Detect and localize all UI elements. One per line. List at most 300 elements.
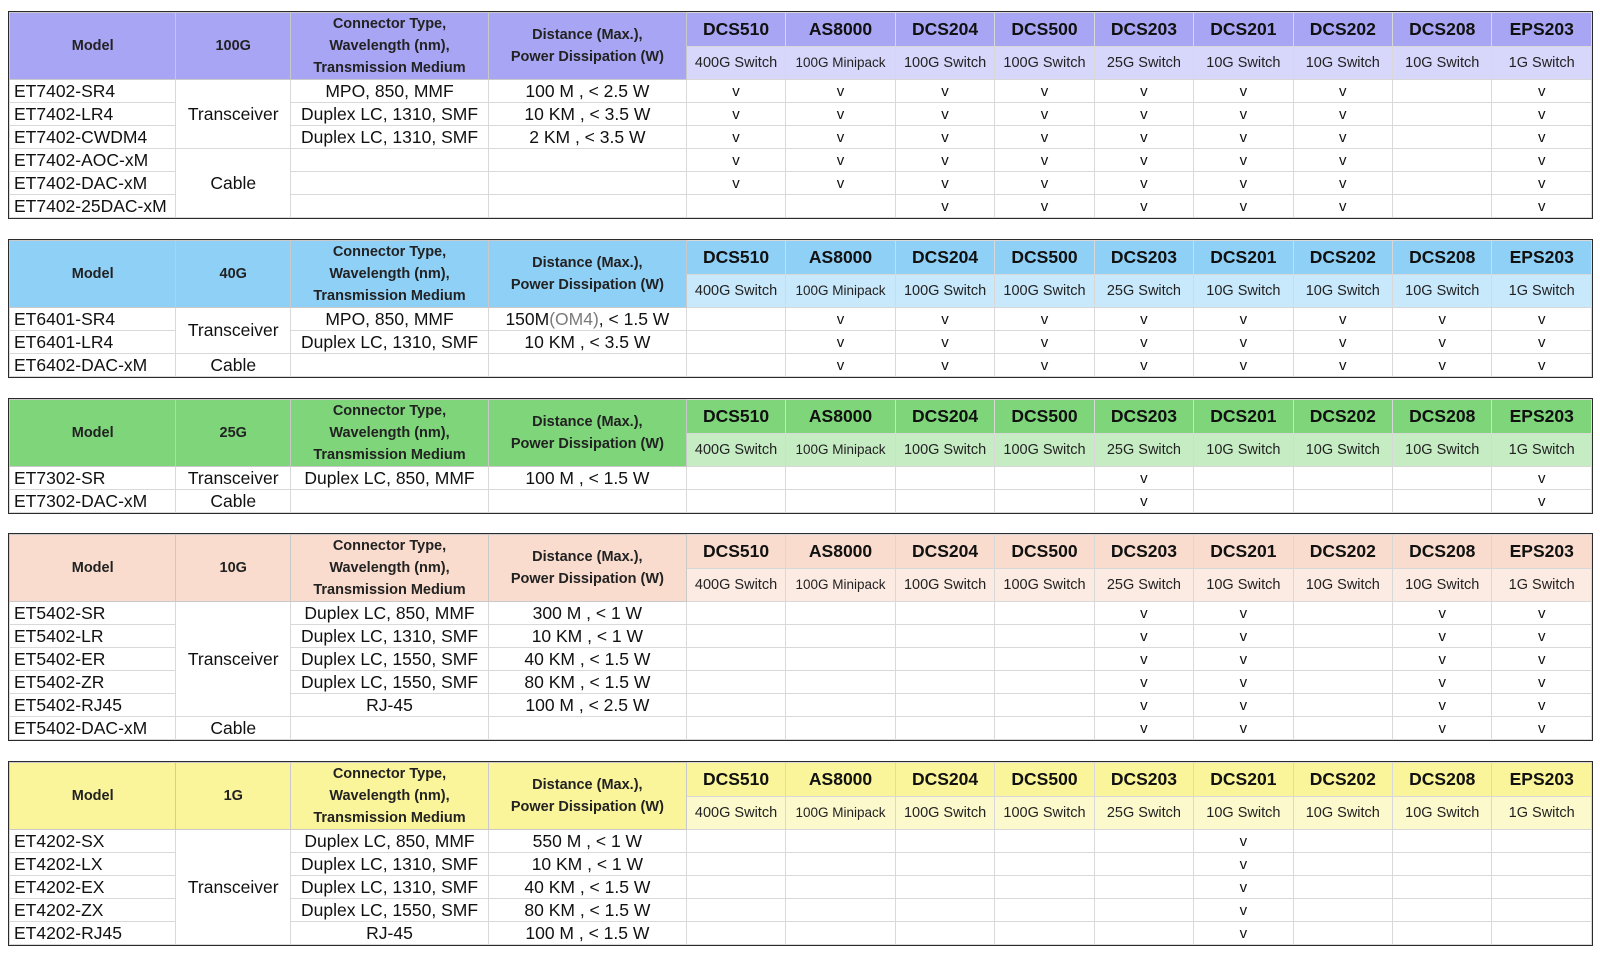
product-as8000: AS8000 [786, 400, 896, 434]
compat-mark [686, 467, 785, 490]
product-dcs510: DCS510 [686, 535, 785, 569]
compat-mark: v [995, 195, 1094, 218]
compat-mark: v [1094, 80, 1193, 103]
table-row [10, 467, 1592, 490]
compat-mark: v [895, 331, 994, 354]
model-cell: ET6401-LR4 [10, 331, 176, 354]
compat-mark: v [1094, 625, 1193, 648]
connector-cell: MPO, 850, MMF [291, 80, 489, 103]
compat-mark: v [1492, 172, 1592, 195]
model-cell: ET4202-RJ45 [10, 922, 176, 945]
product-dcs202: DCS202 [1293, 535, 1392, 569]
compat-mark [1293, 625, 1392, 648]
compat-mark: v [1094, 648, 1193, 671]
connector-header: Connector Type, Wavelength (nm), Transmission Medium [291, 13, 489, 80]
product-type: 1G Switch [1492, 796, 1592, 830]
product-type: 400G Switch [686, 796, 785, 830]
distance-cell: 100 M , < 1.5 W [488, 922, 686, 945]
compat-mark [895, 899, 994, 922]
compat-mark [686, 899, 785, 922]
compat-mark [686, 876, 785, 899]
compat-mark: v [786, 80, 896, 103]
compat-mark [686, 830, 785, 853]
connector-cell [291, 354, 489, 377]
compat-mark: v [1492, 694, 1592, 717]
product-dcs201: DCS201 [1194, 535, 1293, 569]
compat-mark [1492, 922, 1592, 945]
compat-mark [786, 922, 896, 945]
product-dcs510: DCS510 [686, 400, 785, 434]
model-cell: ET4202-LX [10, 853, 176, 876]
product-type: 10G Switch [1393, 433, 1492, 467]
model-cell: ET7302-DAC-xM [10, 490, 176, 513]
compat-mark [1393, 876, 1492, 899]
product-eps203: EPS203 [1492, 241, 1592, 275]
compat-mark: v [895, 80, 994, 103]
compat-mark [1492, 830, 1592, 853]
compat-mark: v [895, 195, 994, 218]
product-type: 10G Switch [1293, 46, 1392, 80]
compat-mark: v [786, 172, 896, 195]
distance-cell: 10 KM , < 1 W [488, 625, 686, 648]
compat-mark: v [995, 80, 1094, 103]
product-type: 400G Switch [686, 433, 785, 467]
compat-mark: v [1393, 331, 1492, 354]
section-25g [8, 398, 1593, 514]
compat-mark [995, 602, 1094, 625]
model-cell: ET7402-DAC-xM [10, 172, 176, 195]
compat-mark: v [1094, 103, 1193, 126]
product-dcs201: DCS201 [1194, 763, 1293, 797]
compat-mark: v [1194, 694, 1293, 717]
product-dcs203: DCS203 [1094, 400, 1193, 434]
compat-mark [995, 467, 1094, 490]
compat-mark: v [995, 126, 1094, 149]
compat-mark [995, 717, 1094, 740]
compat-mark: v [1393, 717, 1492, 740]
table-row [10, 490, 1592, 513]
compat-mark [895, 625, 994, 648]
compat-mark [786, 625, 896, 648]
product-type: 10G Switch [1194, 568, 1293, 602]
model-cell: ET7402-LR4 [10, 103, 176, 126]
connector-cell: Duplex LC, 1310, SMF [291, 853, 489, 876]
table-row [10, 717, 1592, 740]
compat-mark: v [1094, 717, 1193, 740]
product-dcs202: DCS202 [1293, 13, 1392, 47]
compat-mark [1492, 876, 1592, 899]
product-type: 10G Switch [1293, 274, 1392, 308]
product-dcs204: DCS204 [895, 535, 994, 569]
distance-header: Distance (Max.), Power Dissipation (W) [488, 241, 686, 308]
compat-mark: v [1194, 308, 1293, 331]
compat-mark [686, 648, 785, 671]
distance-cell [488, 490, 686, 513]
compat-table [9, 399, 1592, 513]
compat-mark: v [895, 172, 994, 195]
compat-mark: v [1094, 195, 1193, 218]
product-eps203: EPS203 [1492, 13, 1592, 47]
compat-mark [686, 717, 785, 740]
compat-mark [1293, 467, 1392, 490]
speed-header: 100G [176, 13, 291, 80]
compat-mark: v [1194, 149, 1293, 172]
model-header: Model [10, 535, 176, 602]
compat-mark: v [686, 103, 785, 126]
connector-cell: RJ-45 [291, 922, 489, 945]
product-type: 25G Switch [1094, 274, 1193, 308]
product-type: 10G Switch [1194, 796, 1293, 830]
compat-mark [686, 602, 785, 625]
fiber-grade-note: (OM4) [549, 308, 599, 329]
type-cell: Transceiver [176, 830, 291, 945]
product-dcs208: DCS208 [1393, 13, 1492, 47]
product-type: 100G Minipack [786, 274, 896, 308]
model-cell: ET4202-EX [10, 876, 176, 899]
distance-cell: 100 M , < 1.5 W [488, 467, 686, 490]
product-eps203: EPS203 [1492, 400, 1592, 434]
compat-mark: v [1393, 671, 1492, 694]
model-cell: ET4202-ZX [10, 899, 176, 922]
product-type: 25G Switch [1094, 46, 1193, 80]
compat-mark [1393, 126, 1492, 149]
compat-mark [1094, 922, 1193, 945]
compat-mark [1393, 922, 1492, 945]
compat-table [9, 762, 1592, 945]
compat-mark [895, 490, 994, 513]
table-row [10, 830, 1592, 853]
connector-cell [291, 172, 489, 195]
table-row [10, 80, 1592, 103]
product-type: 10G Switch [1194, 46, 1293, 80]
section-40g [8, 239, 1593, 378]
compat-mark: v [895, 354, 994, 377]
distance-cell: 10 KM , < 1 W [488, 853, 686, 876]
product-dcs500: DCS500 [995, 13, 1094, 47]
product-eps203: EPS203 [1492, 535, 1592, 569]
compat-mark: v [1094, 331, 1193, 354]
product-as8000: AS8000 [786, 763, 896, 797]
compat-mark [686, 308, 785, 331]
compat-mark [995, 625, 1094, 648]
product-type: 100G Switch [895, 433, 994, 467]
section-10g [8, 533, 1593, 741]
product-type: 100G Minipack [786, 433, 896, 467]
product-dcs202: DCS202 [1293, 241, 1392, 275]
compat-mark [686, 853, 785, 876]
compat-mark [995, 694, 1094, 717]
compat-mark [1293, 876, 1392, 899]
distance-cell [488, 717, 686, 740]
compat-mark: v [1194, 717, 1293, 740]
product-dcs203: DCS203 [1094, 763, 1193, 797]
distance-cell [488, 195, 686, 218]
compat-mark [786, 671, 896, 694]
distance-cell: 10 KM , < 3.5 W [488, 103, 686, 126]
connector-cell [291, 149, 489, 172]
table-row [10, 602, 1592, 625]
compat-mark: v [1492, 80, 1592, 103]
compat-mark: v [686, 80, 785, 103]
compat-mark [1293, 899, 1392, 922]
distance-cell [488, 354, 686, 377]
compat-mark: v [1293, 354, 1392, 377]
compat-mark: v [1194, 830, 1293, 853]
compat-table [9, 240, 1592, 377]
compat-mark [895, 671, 994, 694]
model-cell: ET5402-SR [10, 602, 176, 625]
connector-cell: Duplex LC, 1310, SMF [291, 126, 489, 149]
model-cell: ET5402-LR [10, 625, 176, 648]
compat-mark: v [686, 149, 785, 172]
compat-mark [1293, 694, 1392, 717]
distance-cell: 100 M , < 2.5 W [488, 694, 686, 717]
compat-mark: v [1492, 331, 1592, 354]
compat-mark [786, 830, 896, 853]
compat-mark: v [1094, 694, 1193, 717]
connector-cell [291, 717, 489, 740]
compat-mark [1393, 830, 1492, 853]
product-type: 10G Switch [1293, 568, 1392, 602]
compat-mark: v [1492, 490, 1592, 513]
model-cell: ET7402-SR4 [10, 80, 176, 103]
compat-mark: v [1194, 602, 1293, 625]
product-type: 100G Switch [995, 274, 1094, 308]
compat-mark: v [1194, 195, 1293, 218]
compat-mark [895, 467, 994, 490]
product-dcs208: DCS208 [1393, 535, 1492, 569]
compat-mark [1393, 149, 1492, 172]
distance-header: Distance (Max.), Power Dissipation (W) [488, 535, 686, 602]
compat-mark [1393, 467, 1492, 490]
product-type: 100G Minipack [786, 796, 896, 830]
distance-cell: 10 KM , < 3.5 W [488, 331, 686, 354]
compat-mark: v [1194, 126, 1293, 149]
compat-mark [786, 648, 896, 671]
product-type: 25G Switch [1094, 433, 1193, 467]
type-cell: Cable [176, 717, 291, 740]
compat-mark: v [1393, 354, 1492, 377]
compat-mark [686, 490, 785, 513]
compat-mark [1094, 876, 1193, 899]
compat-mark: v [1293, 195, 1392, 218]
model-cell: ET5402-ER [10, 648, 176, 671]
model-cell: ET7402-25DAC-xM [10, 195, 176, 218]
model-header: Model [10, 400, 176, 467]
product-dcs510: DCS510 [686, 241, 785, 275]
section-100g [8, 11, 1593, 219]
model-cell: ET7402-CWDM4 [10, 126, 176, 149]
model-cell: ET7302-SR [10, 467, 176, 490]
distance-cell: 2 KM , < 3.5 W [488, 126, 686, 149]
compat-mark [786, 876, 896, 899]
compat-mark [1492, 899, 1592, 922]
compat-mark: v [1194, 648, 1293, 671]
connector-header: Connector Type, Wavelength (nm), Transmission Medium [291, 400, 489, 467]
connector-cell: Duplex LC, 1550, SMF [291, 899, 489, 922]
compat-mark [1194, 467, 1293, 490]
product-type: 100G Switch [895, 568, 994, 602]
compat-mark [1393, 490, 1492, 513]
connector-header: Connector Type, Wavelength (nm), Transmission Medium [291, 241, 489, 308]
compat-mark [786, 717, 896, 740]
connector-cell [291, 490, 489, 513]
compat-mark [686, 195, 785, 218]
compat-mark: v [786, 103, 896, 126]
compat-mark [786, 602, 896, 625]
compat-mark: v [1293, 149, 1392, 172]
compat-mark [1293, 671, 1392, 694]
compat-mark: v [1293, 308, 1392, 331]
product-type: 10G Switch [1194, 274, 1293, 308]
compat-mark [1393, 80, 1492, 103]
compat-mark [1492, 853, 1592, 876]
compat-mark [1393, 172, 1492, 195]
compat-mark: v [1094, 671, 1193, 694]
product-type: 10G Switch [1194, 433, 1293, 467]
product-dcs203: DCS203 [1094, 13, 1193, 47]
speed-header: 40G [176, 241, 291, 308]
distance-header: Distance (Max.), Power Dissipation (W) [488, 763, 686, 830]
distance-cell [488, 149, 686, 172]
table-row [10, 149, 1592, 172]
compat-mark: v [1094, 308, 1193, 331]
compat-mark [1293, 922, 1392, 945]
product-dcs510: DCS510 [686, 13, 785, 47]
distance-cell: 300 M , < 1 W [488, 602, 686, 625]
compat-mark [895, 876, 994, 899]
product-type: 25G Switch [1094, 796, 1193, 830]
compat-mark: v [1492, 602, 1592, 625]
product-as8000: AS8000 [786, 241, 896, 275]
product-dcs208: DCS208 [1393, 241, 1492, 275]
compat-mark [1393, 853, 1492, 876]
compat-mark: v [1194, 899, 1293, 922]
compat-mark: v [895, 308, 994, 331]
compat-table [9, 12, 1592, 218]
compat-mark: v [1393, 694, 1492, 717]
distance-cell: 100 M , < 2.5 W [488, 80, 686, 103]
distance-cell: 40 KM , < 1.5 W [488, 876, 686, 899]
product-type: 10G Switch [1293, 796, 1392, 830]
compat-mark [895, 830, 994, 853]
product-type: 100G Switch [895, 796, 994, 830]
compat-mark [1293, 830, 1392, 853]
compat-mark: v [1094, 354, 1193, 377]
product-type: 10G Switch [1393, 46, 1492, 80]
compat-mark [686, 354, 785, 377]
compat-mark: v [995, 149, 1094, 172]
compat-mark [995, 876, 1094, 899]
compat-mark [995, 899, 1094, 922]
distance-cell: 80 KM , < 1.5 W [488, 671, 686, 694]
compat-mark [895, 853, 994, 876]
connector-cell: Duplex LC, 1310, SMF [291, 625, 489, 648]
speed-header: 10G [176, 535, 291, 602]
compat-mark: v [1393, 602, 1492, 625]
product-dcs208: DCS208 [1393, 763, 1492, 797]
compat-mark: v [686, 126, 785, 149]
compat-mark [995, 671, 1094, 694]
compat-mark [1194, 490, 1293, 513]
product-dcs204: DCS204 [895, 241, 994, 275]
table-row [10, 308, 1592, 331]
connector-cell: MPO, 850, MMF [291, 308, 489, 331]
connector-cell: Duplex LC, 850, MMF [291, 830, 489, 853]
model-cell: ET5402-ZR [10, 671, 176, 694]
compat-mark: v [895, 149, 994, 172]
product-type: 400G Switch [686, 274, 785, 308]
product-dcs204: DCS204 [895, 13, 994, 47]
product-type: 10G Switch [1393, 568, 1492, 602]
connector-cell: Duplex LC, 850, MMF [291, 467, 489, 490]
distance-header: Distance (Max.), Power Dissipation (W) [488, 13, 686, 80]
product-type: 400G Switch [686, 568, 785, 602]
compat-mark: v [1393, 308, 1492, 331]
compat-mark: v [1492, 467, 1592, 490]
compat-mark: v [1094, 467, 1193, 490]
speed-header: 1G [176, 763, 291, 830]
compat-mark [995, 648, 1094, 671]
compat-mark: v [1492, 671, 1592, 694]
product-dcs202: DCS202 [1293, 763, 1392, 797]
compat-mark [686, 694, 785, 717]
connector-cell: Duplex LC, 1550, SMF [291, 648, 489, 671]
compat-mark [1293, 490, 1392, 513]
connector-header: Connector Type, Wavelength (nm), Transmission Medium [291, 535, 489, 602]
product-type: 10G Switch [1293, 433, 1392, 467]
compat-mark: v [1194, 331, 1293, 354]
compat-mark [1293, 602, 1392, 625]
connector-cell: RJ-45 [291, 694, 489, 717]
product-type: 100G Switch [995, 46, 1094, 80]
model-cell: ET6401-SR4 [10, 308, 176, 331]
model-cell: ET5402-DAC-xM [10, 717, 176, 740]
model-header: Model [10, 763, 176, 830]
product-type: 25G Switch [1094, 568, 1193, 602]
connector-cell: Duplex LC, 1310, SMF [291, 103, 489, 126]
compat-mark [686, 922, 785, 945]
distance-cell: 80 KM , < 1.5 W [488, 899, 686, 922]
compat-mark: v [1492, 625, 1592, 648]
compat-mark: v [1492, 195, 1592, 218]
compat-mark [1393, 103, 1492, 126]
type-cell: Transceiver [176, 80, 291, 149]
type-cell: Transceiver [176, 602, 291, 717]
compat-mark [1393, 899, 1492, 922]
compat-mark [1293, 648, 1392, 671]
product-dcs201: DCS201 [1194, 13, 1293, 47]
compat-mark [786, 467, 896, 490]
compat-mark: v [1194, 876, 1293, 899]
product-dcs510: DCS510 [686, 763, 785, 797]
product-type: 100G Minipack [786, 568, 896, 602]
type-cell: Cable [176, 490, 291, 513]
connector-cell: Duplex LC, 1310, SMF [291, 876, 489, 899]
connector-cell: Duplex LC, 1550, SMF [291, 671, 489, 694]
compat-mark [895, 922, 994, 945]
compat-mark [786, 694, 896, 717]
product-type: 1G Switch [1492, 274, 1592, 308]
product-dcs201: DCS201 [1194, 241, 1293, 275]
model-cell: ET6402-DAC-xM [10, 354, 176, 377]
product-dcs201: DCS201 [1194, 400, 1293, 434]
product-type: 100G Switch [895, 274, 994, 308]
compat-mark [995, 853, 1094, 876]
compat-mark: v [1492, 354, 1592, 377]
product-dcs203: DCS203 [1094, 535, 1193, 569]
compat-mark [786, 195, 896, 218]
